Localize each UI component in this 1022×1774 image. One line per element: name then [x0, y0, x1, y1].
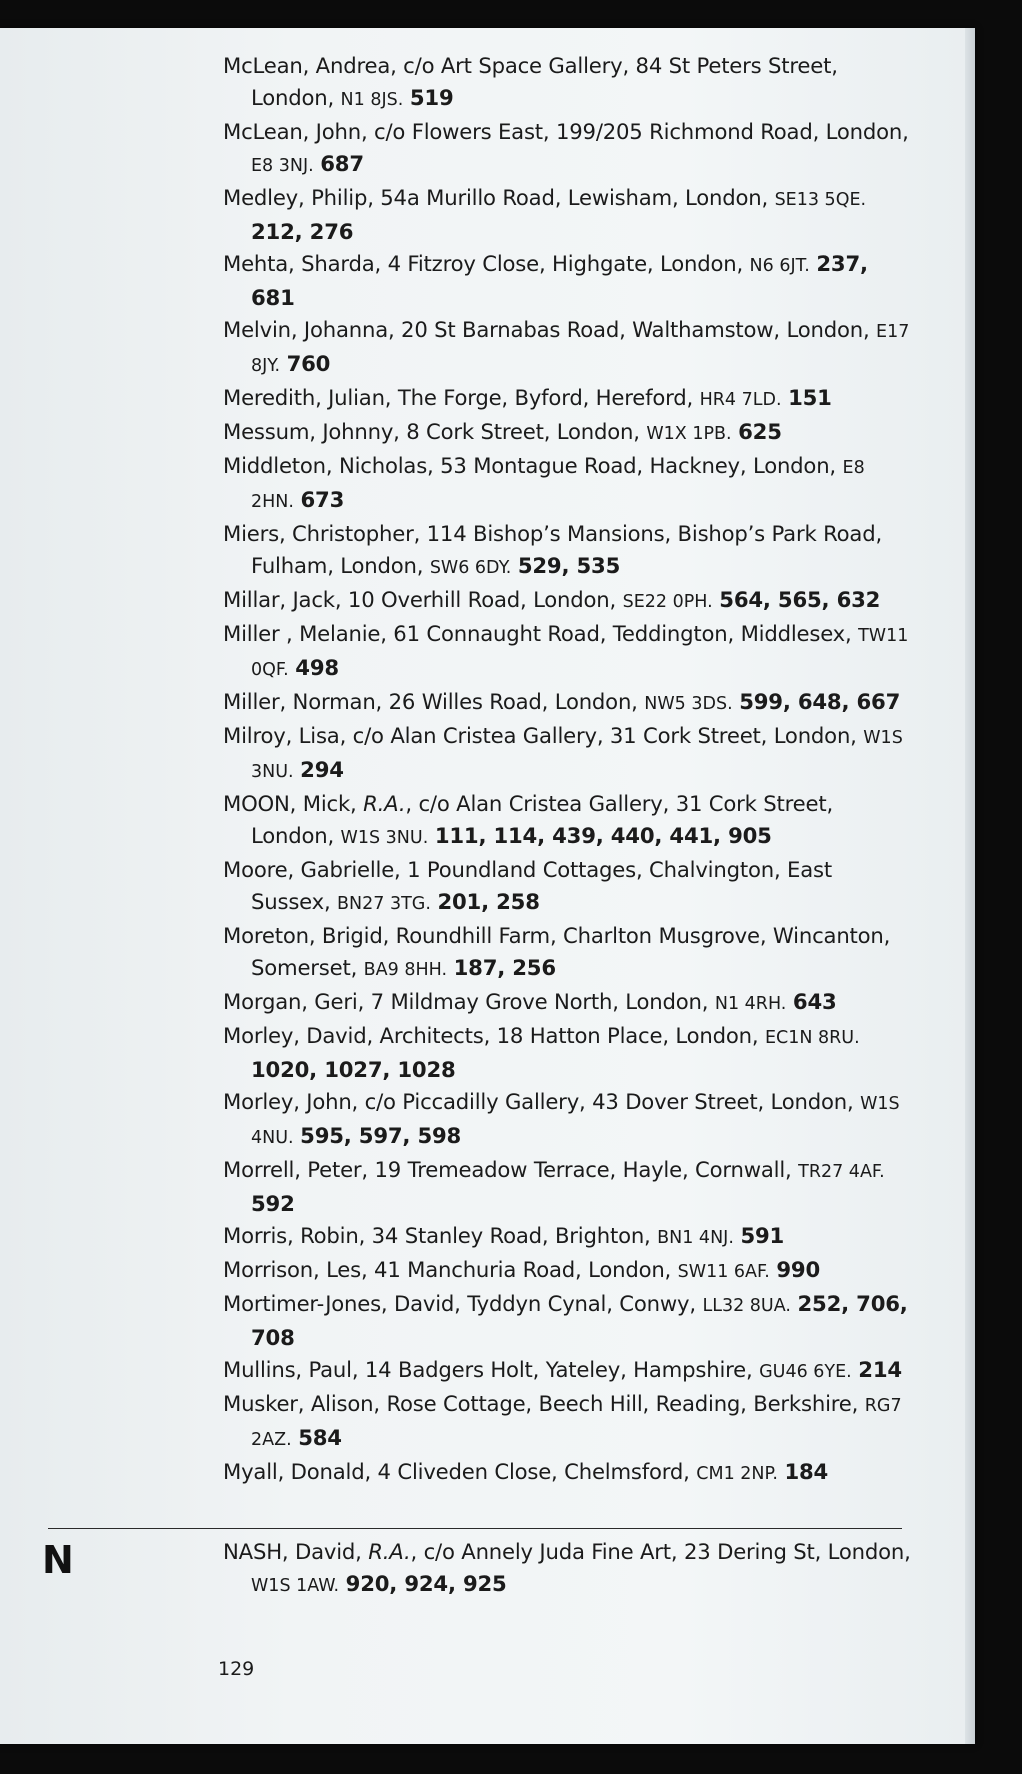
- entry-pages: 564, 565, 632: [719, 587, 881, 612]
- entry-postcode: N1 8JS.: [340, 90, 404, 110]
- entry-name: MOON, Mick,: [223, 791, 357, 816]
- index-entry: [223, 618, 913, 686]
- entry-postcode: SW11 6AF.: [677, 1262, 770, 1282]
- entry-name: Mehta, Sharda, 4 Fitzroy Close, Highgate, London,: [223, 251, 743, 276]
- entry-name: NASH, David,: [223, 1539, 362, 1564]
- entry-name: Mullins, Paul, 14 Badgers Holt, Yateley, Hampshire,: [223, 1357, 753, 1382]
- index-entry: [223, 686, 913, 720]
- entry-pages: 252, 706, 708: [251, 1291, 908, 1350]
- index-entry: [223, 248, 913, 314]
- entry-pages: 1020, 1027, 1028: [251, 1057, 456, 1082]
- entry-postcode: E17 8JY.: [251, 322, 910, 376]
- entry-postcode: BA9 8HH.: [363, 960, 448, 980]
- index-entry: [223, 584, 913, 618]
- entry-pages: 529, 535: [517, 553, 621, 578]
- index-entry: [223, 1154, 913, 1220]
- entry-postcode: E8 3NJ.: [251, 156, 314, 176]
- entry-pages: 498: [295, 655, 339, 680]
- entry-postcode: W1S 3NU.: [340, 828, 429, 848]
- entry-title: R.A.: [363, 791, 406, 816]
- section-divider: [48, 1528, 902, 1529]
- index-entry: [223, 450, 913, 518]
- entry-pages: 625: [738, 419, 782, 444]
- entry-name: Moreton, Brigid, Roundhill Farm, Charlton Musgrove, Wincanton, Somerset,: [223, 923, 891, 980]
- index-entry: [223, 1020, 913, 1086]
- index-entry: [223, 854, 913, 920]
- entry-postcode: N6 6JT.: [749, 256, 810, 276]
- entry-pages: 591: [740, 1223, 785, 1248]
- entry-pages: 599, 648, 667: [739, 689, 901, 714]
- entry-pages: 184: [784, 1459, 829, 1484]
- entry-name: Meredith, Julian, The Forge, Byford, Hereford,: [223, 385, 694, 410]
- entry-postcode: RG7 2AZ.: [251, 1396, 902, 1450]
- entry-pages: 201, 258: [437, 889, 540, 914]
- entry-name: Miller, Norman, 26 Willes Road, London,: [223, 689, 638, 714]
- entry-address: , c/o Alan Cristea Gallery, 31 Cork Street, London,: [251, 791, 833, 848]
- entry-name: Melvin, Johanna, 20 St Barnabas Road, Walthamstow, London,: [223, 317, 870, 342]
- entry-name: Medley, Philip, 54a Murillo Road, Lewisham, London,: [223, 185, 769, 210]
- entry-postcode: W1S 4NU.: [251, 1094, 900, 1148]
- entry-pages: 592: [251, 1191, 295, 1216]
- index-page: [0, 28, 975, 1744]
- entry-pages: 187, 256: [453, 955, 556, 980]
- index-entries-n: [223, 1536, 913, 1602]
- entry-name: McLean, John, c/o Flowers East, 199/205 Richmond Road, London,: [223, 119, 909, 144]
- entry-pages: 673: [300, 487, 345, 512]
- entry-name: Messum, Johnny, 8 Cork Street, London,: [223, 419, 640, 444]
- index-entry: [223, 182, 913, 248]
- entry-pages: 920, 924, 925: [345, 1571, 507, 1596]
- entry-pages: 519: [409, 85, 454, 110]
- entry-title: R.A.: [368, 1539, 411, 1564]
- entry-name: Morris, Robin, 34 Stanley Road, Brighton,: [223, 1223, 651, 1248]
- index-entry: [223, 1456, 913, 1490]
- entry-postcode: W1S 1AW.: [251, 1576, 340, 1596]
- entry-postcode: EC1N 8RU.: [764, 1028, 860, 1048]
- entry-address: , c/o Annely Juda Fine Art, 23 Dering St, London,: [410, 1539, 911, 1564]
- entry-pages: 595, 597, 598: [300, 1123, 462, 1148]
- entry-postcode: W1X 1PB.: [646, 424, 732, 444]
- entry-name: Morrison, Les, 41 Manchuria Road, London,: [223, 1257, 672, 1282]
- entry-name: Morgan, Geri, 7 Mildmay Grove North, London,: [223, 989, 709, 1014]
- page-edge: [965, 28, 975, 1744]
- entry-pages: 214: [858, 1357, 902, 1382]
- index-entry: [223, 518, 913, 584]
- entry-name: Morley, John, c/o Piccadilly Gallery, 43 Dover Street, London,: [223, 1089, 854, 1114]
- index-entry: [223, 986, 913, 1020]
- entry-pages: 212, 276: [251, 219, 354, 244]
- entry-postcode: HR4 7LD.: [699, 390, 782, 410]
- entry-name: Musker, Alison, Rose Cottage, Beech Hill, Reading, Berkshire,: [223, 1391, 859, 1416]
- entry-name: Myall, Donald, 4 Cliveden Close, Chelmsford,: [223, 1459, 690, 1484]
- entry-pages: 990: [776, 1257, 821, 1282]
- index-entry: [223, 50, 913, 116]
- index-entry: [223, 382, 913, 416]
- index-entry: [223, 314, 913, 382]
- index-entry: [223, 1220, 913, 1254]
- entry-name: McLean, Andrea, c/o Art Space Gallery, 84 St Peters Street, London,: [223, 53, 838, 110]
- entry-postcode: SE22 0PH.: [622, 592, 713, 612]
- index-entry: [223, 920, 913, 986]
- entry-name: Millar, Jack, 10 Overhill Road, London,: [223, 587, 617, 612]
- entry-pages: 643: [792, 989, 837, 1014]
- page-number: 129: [218, 1658, 255, 1680]
- entry-name: Miller , Melanie, 61 Connaught Road, Teddington, Middlesex,: [223, 621, 852, 646]
- entry-postcode: SE13 5QE.: [774, 190, 867, 210]
- entry-pages: 584: [298, 1425, 342, 1450]
- index-entry: [223, 1254, 913, 1288]
- index-entry: [223, 1288, 913, 1354]
- section-letter: N: [42, 1538, 74, 1582]
- entry-pages: 294: [300, 757, 344, 782]
- entry-name: Morrell, Peter, 19 Tremeadow Terrace, Hayle, Cornwall,: [223, 1157, 792, 1182]
- index-entry: [223, 1354, 913, 1388]
- entry-pages: 760: [286, 351, 331, 376]
- index-entry: [223, 116, 913, 182]
- index-entries-m: [223, 50, 913, 1490]
- entry-postcode: BN27 3TG.: [337, 894, 431, 914]
- entry-name: Middleton, Nicholas, 53 Montague Road, Hackney, London,: [223, 453, 836, 478]
- entry-name: Moore, Gabrielle, 1 Poundland Cottages, Chalvington, East Sussex,: [223, 857, 832, 914]
- index-entry: [223, 720, 913, 788]
- entry-pages: 237, 681: [251, 251, 868, 310]
- entry-postcode: NW5 3DS.: [644, 694, 733, 714]
- entry-postcode: GU46 6YE.: [759, 1362, 852, 1382]
- entry-postcode: LL32 8UA.: [702, 1296, 791, 1316]
- entry-postcode: W1S 3NU.: [251, 728, 903, 782]
- entry-name: Morley, David, Architects, 18 Hatton Place, London,: [223, 1023, 759, 1048]
- index-entry: [223, 1536, 913, 1602]
- entry-postcode: BN1 4NJ.: [657, 1228, 734, 1248]
- entry-name: Miers, Christopher, 114 Bishop’s Mansions, Bishop’s Park Road, Fulham, London,: [223, 521, 882, 578]
- entry-postcode: TW11 0QF.: [251, 626, 909, 680]
- entry-pages: 687: [320, 151, 364, 176]
- entry-name: Mortimer-Jones, David, Tyddyn Cynal, Conwy,: [223, 1291, 696, 1316]
- entry-name: Milroy, Lisa, c/o Alan Cristea Gallery, 31 Cork Street, London,: [223, 723, 857, 748]
- index-entry: [223, 416, 913, 450]
- entry-postcode: N1 4RH.: [714, 994, 787, 1014]
- entry-pages: 111, 114, 439, 440, 441, 905: [434, 823, 772, 848]
- index-entry: [223, 788, 913, 854]
- entry-pages: 151: [788, 385, 832, 410]
- entry-postcode: SW6 6DY.: [429, 558, 512, 578]
- index-entry: [223, 1086, 913, 1154]
- entry-postcode: E8 2HN.: [251, 458, 865, 512]
- entry-postcode: CM1 2NP.: [696, 1464, 778, 1484]
- entry-postcode: TR27 4AF.: [798, 1162, 885, 1182]
- index-entry: [223, 1388, 913, 1456]
